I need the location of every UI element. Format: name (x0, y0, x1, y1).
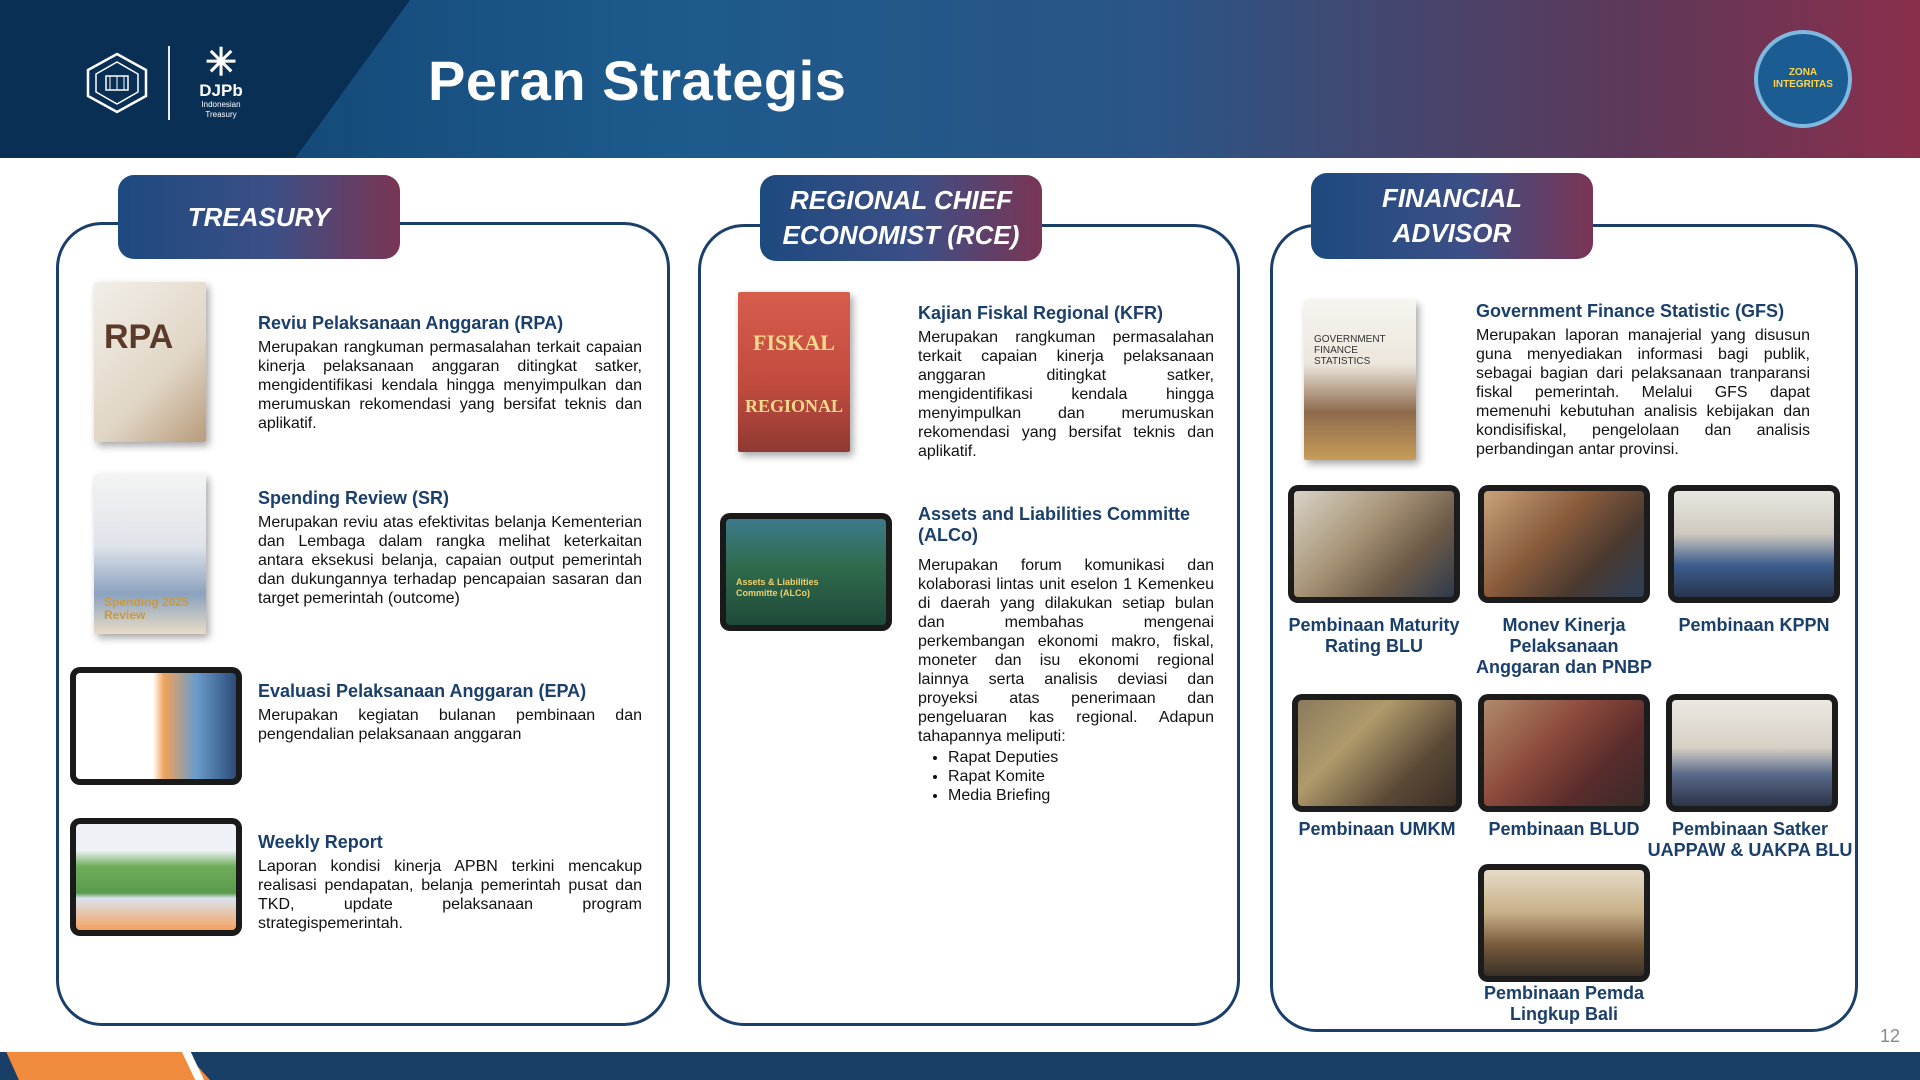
treasury-tab-label: TREASURY (187, 201, 331, 232)
weekly-report-title: Weekly Report (258, 832, 383, 852)
list-item: • Rapat Deputies (948, 748, 1214, 767)
kfr-title: Kajian Fiskal Regional (KFR) (918, 303, 1164, 323)
gfs-item (1476, 301, 1810, 459)
financial-advisor-tab-label-line1: FINANCIAL (1381, 183, 1523, 213)
photo-monev-kinerja (1478, 485, 1650, 603)
rce-tab-label-line1: REGIONAL CHIEF (790, 185, 1012, 215)
kfr-description: Merupakan rangkuman permasalahan terkait capaian kinerja pelaksanaan anggaran ditingkat satker, mengidentifikasi kendala hingga menyimpulkan dan merumuskan rekomendasi yang bersifat teknis dan aplikatif. (918, 329, 1214, 460)
caption-pembinaan-satker: Pembinaan Satker UAPPAW & UAKPA BLU (1647, 819, 1853, 860)
photo-pembinaan-kppn (1668, 485, 1840, 603)
epa-tablet-thumbnail (70, 667, 242, 785)
spending-review-cover-thumbnail: Spending 2025 Review (94, 474, 206, 634)
caption-pembinaan-blud: Pembinaan BLUD (1488, 819, 1640, 839)
alco-title: Assets and Liabilities Committe (ALCo) (918, 504, 1191, 545)
djpb-mark-icon: ✳ (205, 42, 237, 84)
page-title: Peran Strategis (428, 49, 847, 112)
alco-tablet-thumbnail: Assets & Liabilities Committe (ALCo) (720, 513, 892, 631)
caption-pembinaan-kppn: Pembinaan KPPN (1678, 615, 1830, 635)
footer-accent (0, 1052, 210, 1080)
rpa-cover-thumbnail: RPA (94, 282, 206, 442)
treasury-tab (118, 175, 400, 259)
alco-description: Merupakan forum komunikasi dan kolaborasi lintas unit eselon 1 Kemenkeu di daerah yang dilakukan setiap bulan dan membahas mengenai perkembangan ekonomi makro, fiskal, moneter dan isu ekonomi regional lainnya serta analisis deviasi dan proyeksi atas penerimaan dan pengeluaran kas regional. Adapun tahapannya meliputi: (918, 557, 1214, 745)
photo-pembinaan-satker (1666, 694, 1838, 812)
footer-bar (0, 1052, 1920, 1080)
alco-stages-list (918, 748, 1214, 805)
list-item: • Media Briefing (948, 786, 1214, 805)
page-number: 12 (1880, 1026, 1901, 1046)
caption-monev-kinerja: Monev Kinerja Pelaksanaan Anggaran dan PNBP (1475, 615, 1653, 677)
header-banner (0, 0, 1920, 158)
caption-pembinaan-umkm: Pembinaan UMKM (1298, 819, 1456, 839)
weekly-report-item (258, 832, 642, 933)
spending-review-item (258, 488, 642, 608)
spending-review-title: Spending Review (SR) (258, 488, 450, 508)
list-item: • Rapat Komite (948, 767, 1214, 786)
rpa-description: Merupakan rangkuman permasalahan terkait capaian kinerja pelaksanaan anggaran ditingkat satker, mengidentifikasi kendala hingga menyimpulkan dan merumuskan rekomendasi yang bersifat teknis dan aplikatif. (258, 339, 642, 432)
weekly-report-description: Laporan kondisi kinerja APBN terkini mencakup realisasi pendapatan, belanja pemerintah pusat dan TKD, update pelaksanaan program strategispemerintah. (258, 858, 642, 932)
gfs-title: Government Finance Statistic (GFS) (1476, 301, 1785, 321)
caption-maturity-rating-blu: Pembinaan Maturity Rating BLU (1288, 615, 1460, 656)
djpb-logo-text: DJPb (199, 81, 243, 100)
alco-item (918, 504, 1214, 805)
rpa-item (258, 313, 642, 433)
kfr-cover-thumbnail: FISKAL REGIONAL (738, 292, 850, 452)
epa-title: Evaluasi Pelaksanaan Anggaran (EPA) (258, 681, 587, 701)
financial-advisor-tab (1311, 173, 1593, 259)
financial-advisor-tab-label-line2: ADVISOR (1392, 218, 1512, 248)
photo-pembinaan-blud (1478, 694, 1650, 812)
epa-item (258, 681, 642, 744)
rpa-title: Reviu Pelaksanaan Anggaran (RPA) (258, 313, 564, 333)
photo-pembinaan-umkm (1292, 694, 1462, 812)
kemenkeu-emblem-icon (84, 52, 150, 114)
rce-tab-label-line2: ECONOMIST (RCE) (782, 220, 1020, 250)
gfs-cover-thumbnail: GOVERNMENT FINANCE STATISTICS (1304, 300, 1416, 460)
caption-pembinaan-pemda: Pembinaan Pemda Lingkup Bali (1483, 983, 1645, 1024)
spending-review-description: Merupakan reviu atas efektivitas belanja Kementerian dan Lembaga dalam rangka melihat keterkaitan antara eksekusi belanja, capaian output pemerintah dan dukungannya terhadap pencapaian sasaran dan target pemerintah (outcome) (258, 514, 642, 607)
kfr-item (918, 303, 1214, 461)
zona-integritas-badge: ZONA INTEGRITAS (1754, 30, 1852, 128)
rce-tab (760, 175, 1042, 261)
djpb-logo-subtext: Indonesian Treasury (201, 100, 241, 119)
photo-maturity-rating-blu (1288, 485, 1460, 603)
weekly-report-tablet-thumbnail (70, 818, 242, 936)
epa-description: Merupakan kegiatan bulanan pembinaan dan pengendalian pelaksanaan anggaran (258, 707, 642, 743)
photo-pembinaan-pemda (1478, 864, 1650, 982)
gfs-description: Merupakan laporan manajerial yang disusun guna menyediakan informasi bagi publik, sebagai bagian dari pelaksanaan tranparansi fiskal pemerintah. Melalui GFS dapat memenuhi kebutuhan analisis kebijakan dan kondisifiskal, pengelolaan dan analisis perbandingan antar provinsi. (1476, 327, 1810, 458)
logo-separator (168, 46, 170, 120)
djpb-logo (186, 44, 256, 124)
